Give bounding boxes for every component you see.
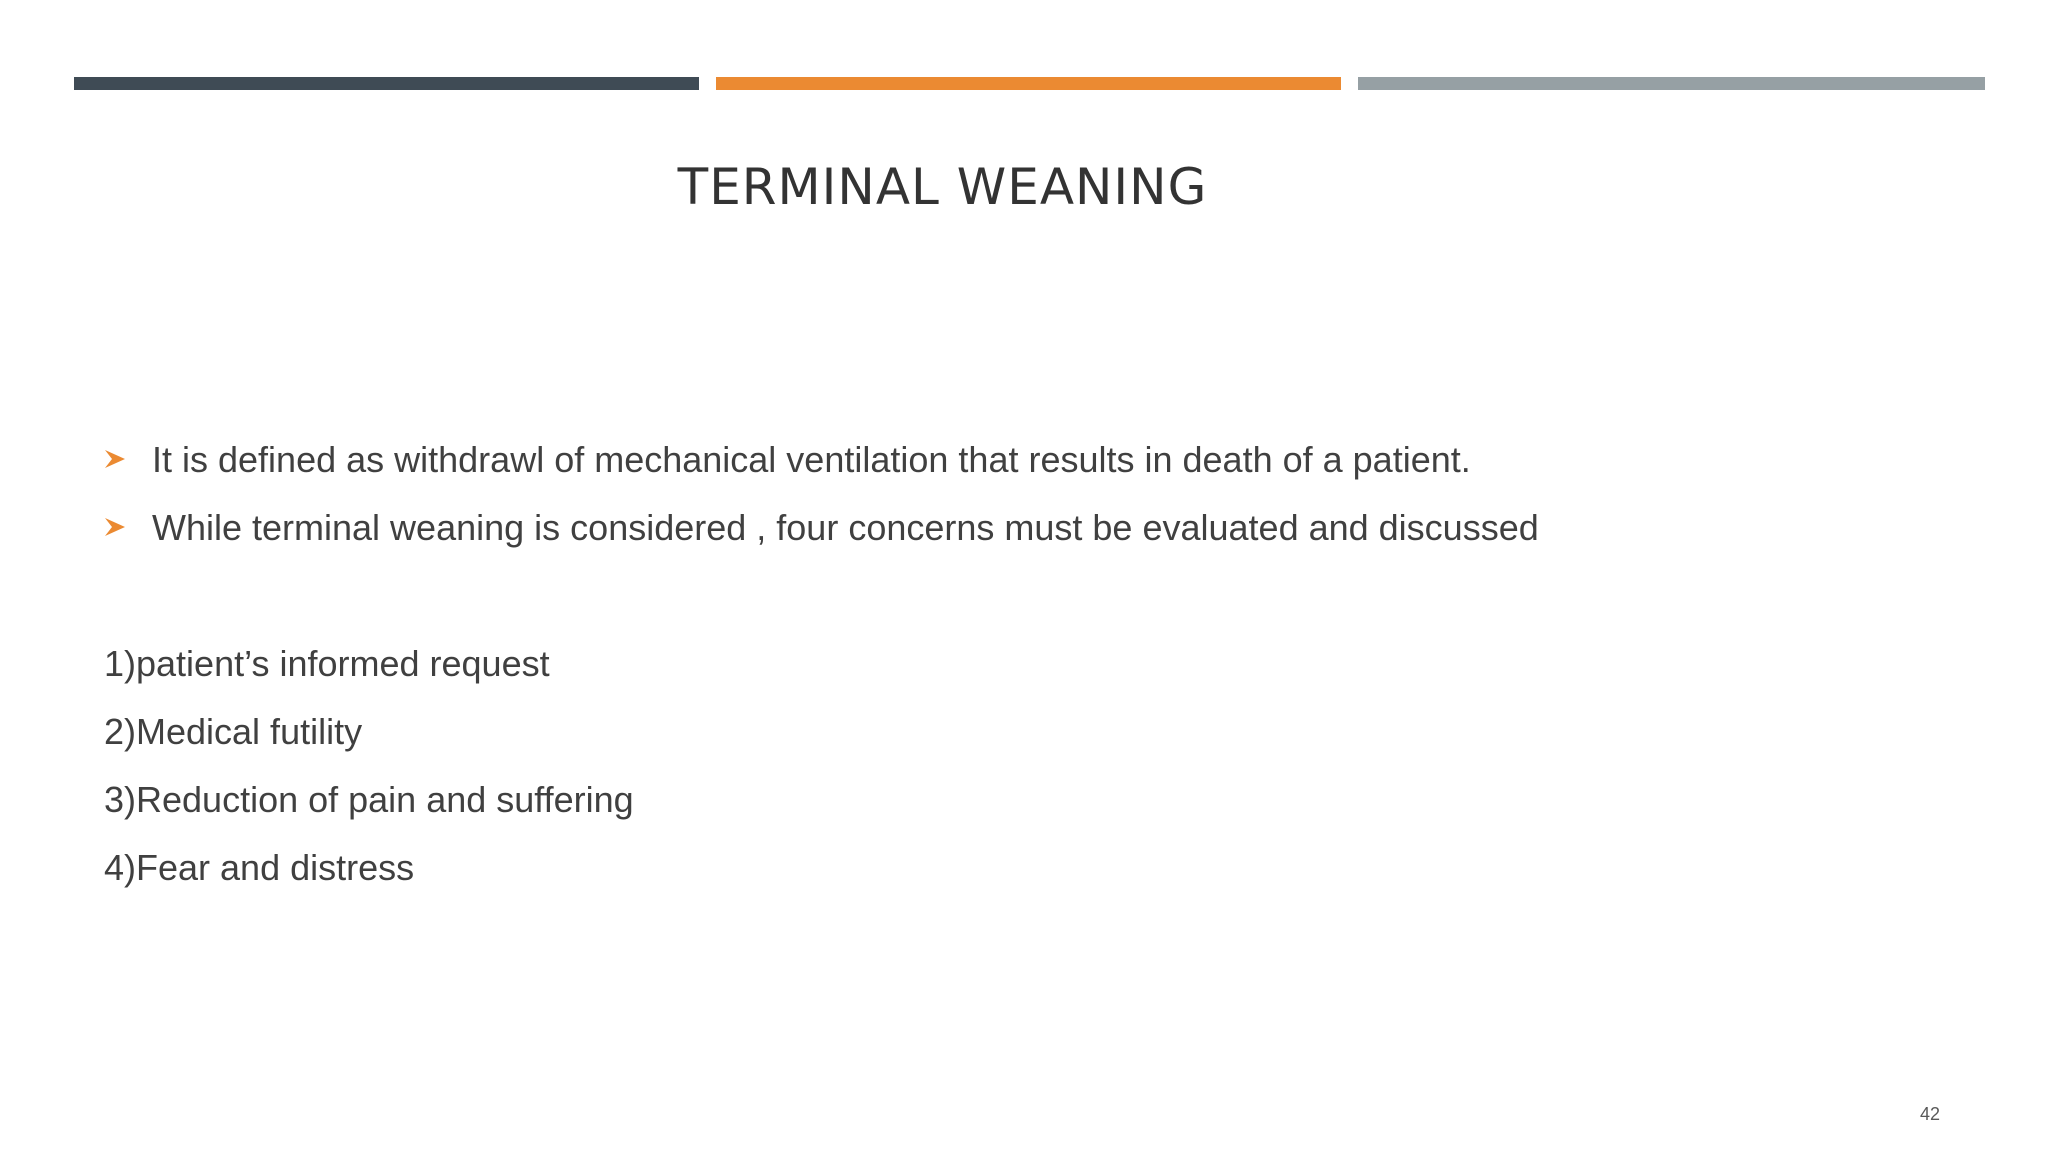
arrow-bullet-icon (104, 448, 126, 470)
accent-bar-orange (716, 77, 1341, 90)
bullet-item (104, 502, 1539, 570)
bullet-list (104, 434, 1539, 570)
bullet-text: While terminal weaning is considered , four concerns must be evaluated and discussed (152, 507, 1539, 548)
bullet-text: It is defined as withdrawl of mechanical ventilation that results in death of a patient. (152, 439, 1471, 480)
bullet-item (104, 434, 1539, 502)
page-number: 42 (1920, 1104, 1941, 1124)
arrow-bullet-icon (104, 516, 126, 538)
accent-bar-gray (1358, 77, 1985, 90)
concern-item: 4)Fear and distress (104, 847, 415, 888)
concern-item: 2)Medical futility (104, 711, 363, 752)
concern-item: 3)Reduction of pain and suffering (104, 779, 634, 820)
concerns-list (104, 638, 634, 910)
slide-title: TERMINAL WEANING (677, 158, 1208, 216)
concern-item: 1)patient’s informed request (104, 643, 550, 684)
accent-bar-dark (74, 77, 699, 90)
